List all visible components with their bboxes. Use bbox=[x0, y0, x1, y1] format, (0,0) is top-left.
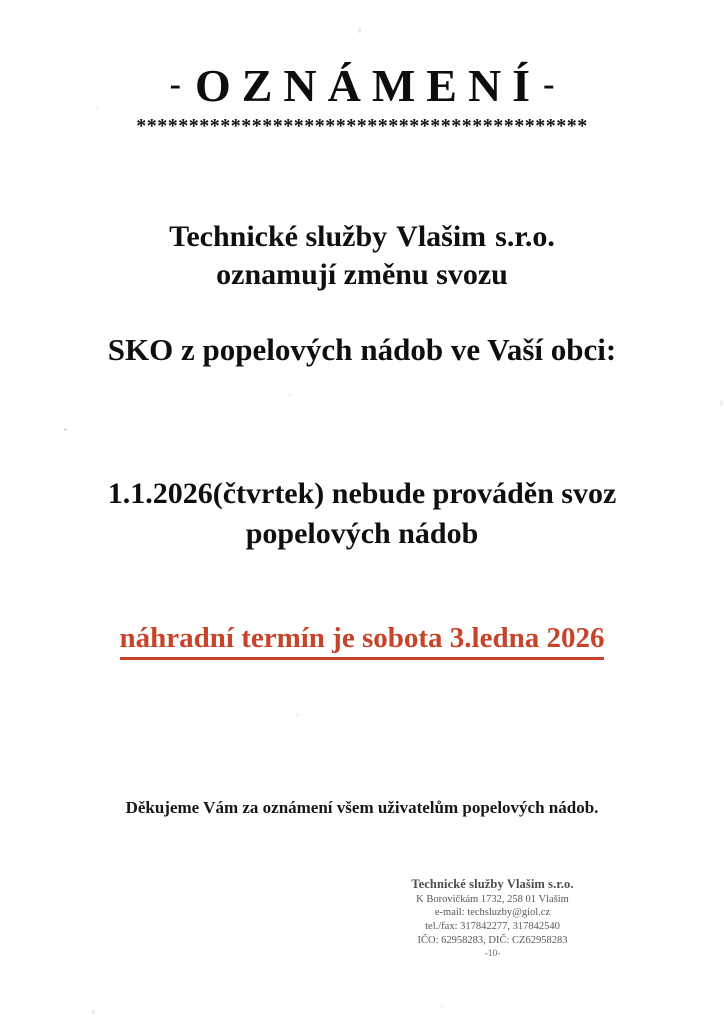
stamp-company-name: Technické služby Vlašim s.r.o. bbox=[411, 877, 574, 891]
company-name-part-1: Technické služby bbox=[169, 220, 388, 253]
no-collection-line-2: popelových nádob bbox=[245, 516, 479, 550]
replacement-date-block bbox=[0, 620, 724, 660]
scan-speck bbox=[296, 713, 299, 717]
title-dash-left: - bbox=[169, 66, 181, 103]
company-name-part-2: Vlašim bbox=[396, 220, 487, 253]
scan-speck bbox=[358, 28, 361, 33]
title-text: OZNÁMENÍ bbox=[194, 60, 542, 111]
title-dash-right: - bbox=[543, 66, 555, 103]
no-collection-line-1: 1.1.2026(čtvrtek) nebude prováděn svoz bbox=[107, 477, 617, 510]
page-title bbox=[0, 62, 724, 110]
stamp-page-number: -10- bbox=[484, 948, 501, 959]
thank-you-line: Děkujeme Vám za oznámení všem uživatelům popelových nádob. bbox=[125, 798, 599, 817]
notice-body-block bbox=[0, 218, 724, 370]
company-stamp bbox=[385, 876, 600, 960]
scan-speck bbox=[440, 1005, 443, 1008]
scan-speck bbox=[288, 393, 292, 397]
company-announce-line-2: oznamují změnu svozu bbox=[216, 258, 508, 292]
asterisk-separator: ******************************************* bbox=[136, 115, 588, 138]
waste-type-part-1: SKO z popelových bbox=[107, 331, 353, 367]
scan-speck bbox=[64, 428, 67, 431]
company-announce-line-1 bbox=[0, 218, 724, 256]
stamp-email: e-mail: techsluzby@giol.cz bbox=[434, 907, 551, 919]
waste-type-part-2: nádob ve Vaší obci: bbox=[360, 331, 617, 367]
replacement-date-text: náhradní termín je sobota 3.ledna 2026 bbox=[120, 620, 605, 660]
waste-type-line bbox=[0, 331, 724, 370]
stamp-phone: tel./fax: 317842277, 317842540 bbox=[425, 921, 560, 933]
company-name-part-3: s.r.o. bbox=[495, 220, 555, 253]
scan-speck bbox=[92, 1010, 95, 1014]
stamp-registration-ids: IČO: 62958283, DIČ: CZ62958283 bbox=[417, 935, 568, 947]
no-collection-notice bbox=[0, 474, 724, 554]
scan-speck bbox=[720, 400, 723, 406]
stamp-address: K Borovičkám 1732, 258 01 Vlašim bbox=[416, 893, 569, 905]
notice-title-block bbox=[0, 62, 724, 136]
